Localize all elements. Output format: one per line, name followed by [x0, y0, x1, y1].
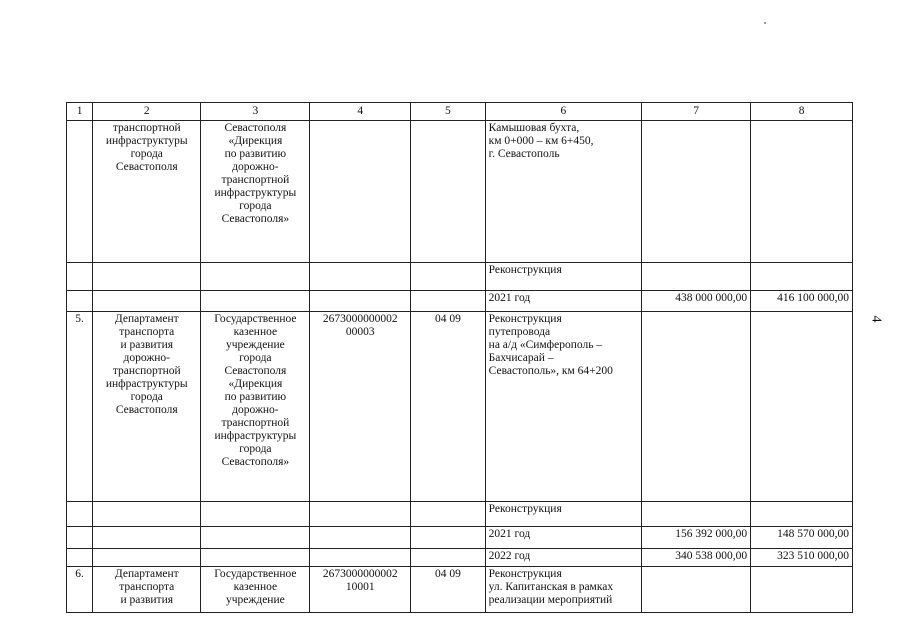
table-cell: Департамент транспорта и развития дорожно- транспортной инфраструктуры города Севастополя: [93, 312, 201, 502]
table-cell: [310, 502, 411, 527]
table-cell: [201, 549, 310, 567]
amount-cell: 416 100 000,00: [751, 291, 853, 312]
table-cell: Реконструкция ул. Капитанская в рамках реализации мероприятий: [485, 567, 641, 613]
column-header: 6: [485, 103, 641, 121]
amount-cell: 156 392 000,00: [642, 527, 751, 549]
table-cell: [411, 121, 486, 263]
table-cell: [310, 121, 411, 263]
row-number: 5.: [67, 312, 93, 502]
table-cell: 2021 год: [485, 291, 641, 312]
column-header: 8: [751, 103, 853, 121]
row-number: 6.: [67, 567, 93, 613]
table-cell: [751, 567, 853, 613]
table-row: [67, 263, 853, 291]
column-header: 3: [201, 103, 310, 121]
column-header: 5: [411, 103, 486, 121]
amount-cell: 438 000 000,00: [642, 291, 751, 312]
table-cell: транспортной инфраструктуры города Севастополя: [93, 121, 201, 263]
table-cell: [310, 291, 411, 312]
table-cell: 2673000000002 00003: [310, 312, 411, 502]
table-cell: [93, 549, 201, 567]
table-cell: [93, 502, 201, 527]
table-cell: Государственное казенное учреждение города Севастополя «Дирекция по развитию дорожно- транспортной инфраструктуры города Севастополя»: [201, 312, 310, 502]
table-row: [67, 312, 853, 502]
table-cell: [67, 549, 93, 567]
scan-speck: [764, 22, 766, 24]
table-cell: [751, 312, 853, 502]
table-cell: [67, 502, 93, 527]
budget-table: [66, 102, 853, 613]
table-cell: [411, 527, 486, 549]
table-cell: 04 09: [411, 312, 486, 502]
table-cell: [411, 263, 486, 291]
column-header: 1: [67, 103, 93, 121]
table-cell: [751, 121, 853, 263]
table-cell: [67, 527, 93, 549]
table-cell: [93, 291, 201, 312]
column-header: 7: [642, 103, 751, 121]
table-cell: [67, 263, 93, 291]
table-cell: Департамент транспорта и развития: [93, 567, 201, 613]
column-header-row: [67, 103, 853, 121]
table-cell: [642, 121, 751, 263]
table-cell: [67, 291, 93, 312]
table-cell: [642, 312, 751, 502]
table-cell: [310, 263, 411, 291]
table-row: [67, 567, 853, 613]
table-cell: [751, 263, 853, 291]
table-cell: [310, 527, 411, 549]
table-cell: 2673000000002 10001: [310, 567, 411, 613]
table-cell: [642, 502, 751, 527]
table-cell: [642, 263, 751, 291]
table-cell: 2022 год: [485, 549, 641, 567]
column-header: 4: [310, 103, 411, 121]
table-row: [67, 291, 853, 312]
amount-cell: 323 510 000,00: [751, 549, 853, 567]
table-cell: [201, 527, 310, 549]
page-number: 4: [868, 315, 884, 323]
table-cell: [67, 121, 93, 263]
table-cell: 04 09: [411, 567, 486, 613]
amount-cell: 340 538 000,00: [642, 549, 751, 567]
table-cell: [310, 549, 411, 567]
table-cell: [751, 502, 853, 527]
table-cell: Севастополя «Дирекция по развитию дорожно- транспортной инфраструктуры города Севастополя»: [201, 121, 310, 263]
table-row: [67, 502, 853, 527]
table-cell: [642, 567, 751, 613]
table-cell: Государственное казенное учреждение: [201, 567, 310, 613]
table-cell: [201, 502, 310, 527]
column-header: 2: [93, 103, 201, 121]
table-cell: Реконструкция путепровода на а/д «Симферополь – Бахчисарай – Севастополь», км 64+200: [485, 312, 641, 502]
table-row: [67, 549, 853, 567]
amount-cell: 148 570 000,00: [751, 527, 853, 549]
table-row: [67, 527, 853, 549]
table-cell: Реконструкция: [485, 263, 641, 291]
table-cell: [411, 291, 486, 312]
table-cell: [201, 263, 310, 291]
table-cell: [93, 527, 201, 549]
table-row: [67, 121, 853, 263]
table-cell: Камышовая бухта, км 0+000 – км 6+450, г. Севастополь: [485, 121, 641, 263]
table-cell: [411, 502, 486, 527]
table-cell: [93, 263, 201, 291]
table-cell: 2021 год: [485, 527, 641, 549]
table-cell: Реконструкция: [485, 502, 641, 527]
table-cell: [411, 549, 486, 567]
table-cell: [201, 291, 310, 312]
